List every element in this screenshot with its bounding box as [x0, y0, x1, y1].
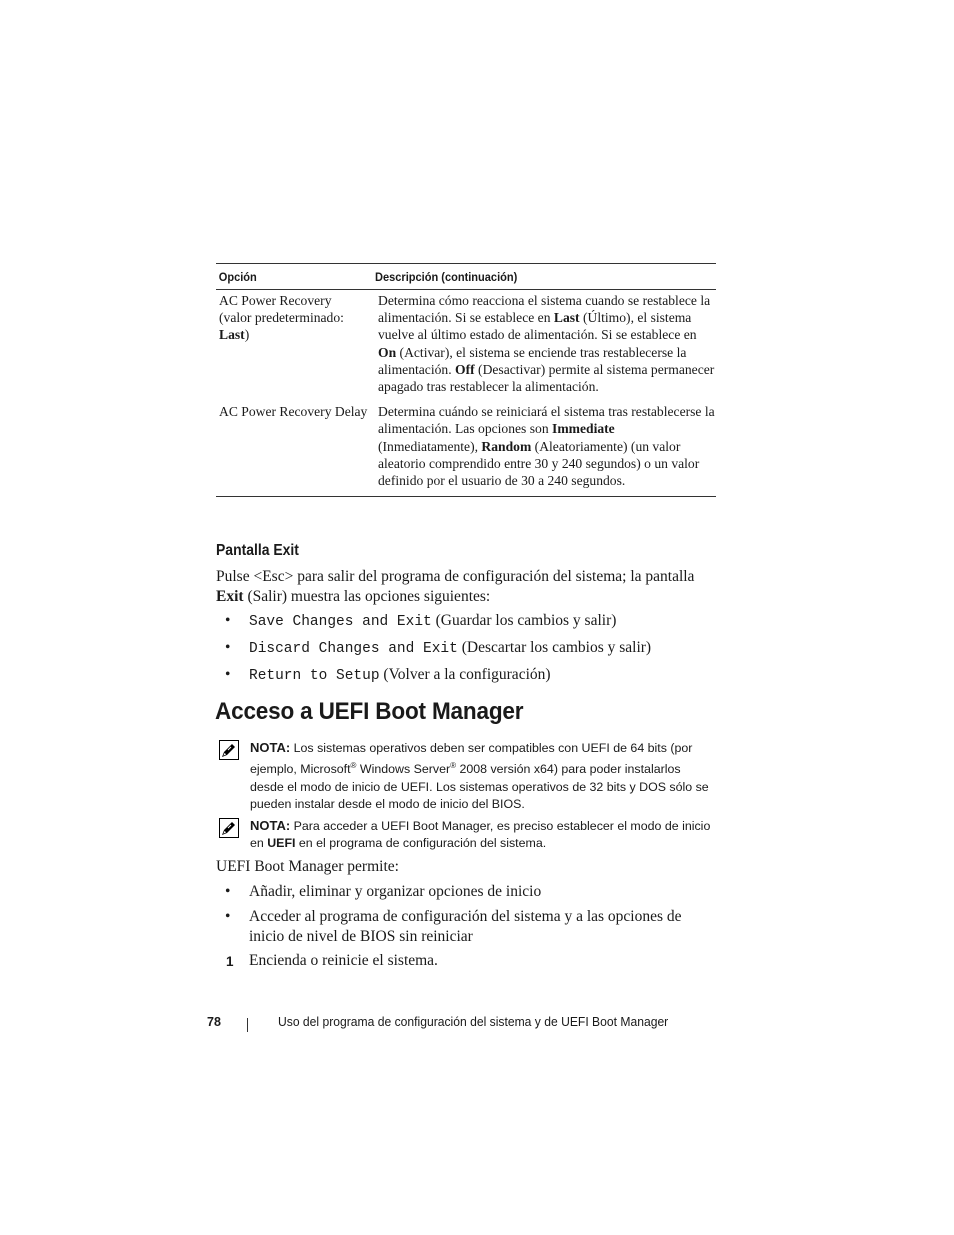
desc-text: (Inmediatamente), [378, 438, 482, 454]
note-bold: UEFI [267, 836, 296, 851]
note-text: Los sistemas operativos deben ser compatibles con UEFI de 64 bits (por ejemplo, Microsoft [250, 741, 693, 777]
exit-section-heading: Pantalla Exit [216, 542, 299, 559]
header-option: Opción [218, 269, 257, 284]
note-text: en el programa de configuración del sistema. [295, 836, 547, 851]
list-item [216, 665, 716, 687]
intro-bold: Exit [216, 587, 244, 605]
list-item [216, 638, 716, 660]
desc-bold: Last [553, 310, 580, 326]
desc-bold: Immediate [552, 421, 615, 437]
option-code: Save Changes and Exit [249, 614, 432, 630]
option-default: Last [219, 327, 245, 343]
bullet-icon: • [225, 666, 231, 683]
registered-mark: ® [450, 761, 457, 771]
option-text: (valor predeterminado: [219, 310, 344, 326]
desc-text: (Activar), el sistema se enciende tras restablecerse la alimentación. [378, 344, 687, 377]
option-code: Discard Changes and Exit [249, 641, 458, 657]
pencil-note-icon [219, 818, 239, 838]
exit-intro [216, 567, 716, 606]
desc-text: (Aleatoriamente) (un valor aleatorio comprendido entre 30 y 240 segundos) o un valor definido por el usuario de 30 a 240 segundos. [378, 438, 700, 489]
option-code: Return to Setup [249, 668, 380, 684]
list-item [216, 611, 716, 633]
bullet-text: Acceder al programa de configuración del sistema y a las opciones de inicio de nivel de BIOS sin reiniciar [249, 908, 682, 945]
note-1-text [250, 739, 716, 813]
list-item [216, 907, 716, 946]
row-option [216, 403, 375, 489]
note-text: Windows Server [356, 762, 451, 777]
row-description [375, 292, 716, 395]
bullet-text: Añadir, eliminar y organizar opciones de inicio [249, 883, 542, 900]
header-description: Descripción (continuación) [375, 269, 518, 284]
note-1 [216, 739, 716, 813]
desc-text: (Último), el sistema vuelve al último estado de alimentación. Si se establece en [378, 310, 697, 343]
intro-text: (Salir) muestra las opciones siguientes: [243, 587, 491, 605]
note-text: Para acceder a UEFI Boot Manager, es preciso establecer el modo de inicio en [250, 819, 711, 851]
desc-text: Determina cómo reacciona el sistema cuando se restablece la alimentación. Si se establece en [378, 293, 711, 326]
list-item [216, 882, 716, 902]
bullet-icon: • [225, 908, 231, 925]
note-label: NOTA: [250, 818, 291, 833]
uefi-section-heading: Acceso a UEFI Boot Manager [215, 698, 524, 725]
bullet-icon: • [225, 612, 231, 629]
desc-text: (Desactivar) permite al sistema permanecer apagado tras restablecer la alimentación. [378, 361, 715, 395]
uefi-intro: UEFI Boot Manager permite: [216, 858, 399, 875]
option-text: AC Power Recovery Delay [219, 404, 368, 420]
intro-text: Pulse <Esc> para salir del programa de configuración del sistema; la pantalla [216, 568, 695, 585]
bullet-icon: • [225, 639, 231, 656]
desc-bold: Off [455, 361, 475, 377]
note-2 [216, 817, 716, 852]
desc-text: Determina cuándo se reiniciará el sistema tras restablecerse la alimentación. Las opciones son [378, 404, 715, 437]
desc-bold: Random [481, 438, 532, 454]
note-label: NOTA: [250, 740, 291, 755]
options-table [216, 263, 716, 497]
exit-options-list [216, 611, 716, 692]
registered-mark: ® [350, 761, 357, 771]
uefi-bullets [216, 882, 716, 952]
option-desc: (Volver a la configuración) [379, 666, 551, 683]
table-row [216, 290, 716, 395]
bullet-icon: • [225, 883, 231, 900]
desc-bold: On [378, 344, 397, 360]
option-desc: (Guardar los cambios y salir) [431, 612, 617, 629]
page-number: 78 [207, 1015, 221, 1029]
row-option [216, 292, 375, 395]
note-text: 2008 versión x64) para poder instalarlos desde el modo de inicio de UEFI. Los sistemas operativos de 32 bits y DOS sólo se pueden instalar desde el modo de inicio del BIOS. [250, 762, 709, 811]
step-text: Encienda o reinicie el sistema. [249, 952, 438, 969]
step-number: 1 [226, 954, 234, 969]
footer-divider [247, 1018, 248, 1032]
option-desc: (Descartar los cambios y salir) [457, 639, 652, 656]
footer-title: Uso del programa de configuración del sistema y de UEFI Boot Manager [278, 1015, 669, 1029]
note-2-text [250, 817, 716, 852]
option-text: AC Power Recovery [219, 293, 332, 308]
table-row [216, 395, 716, 496]
option-text: ) [244, 327, 250, 343]
pencil-note-icon [219, 740, 239, 760]
table-header [216, 264, 716, 290]
row-description [375, 403, 716, 489]
